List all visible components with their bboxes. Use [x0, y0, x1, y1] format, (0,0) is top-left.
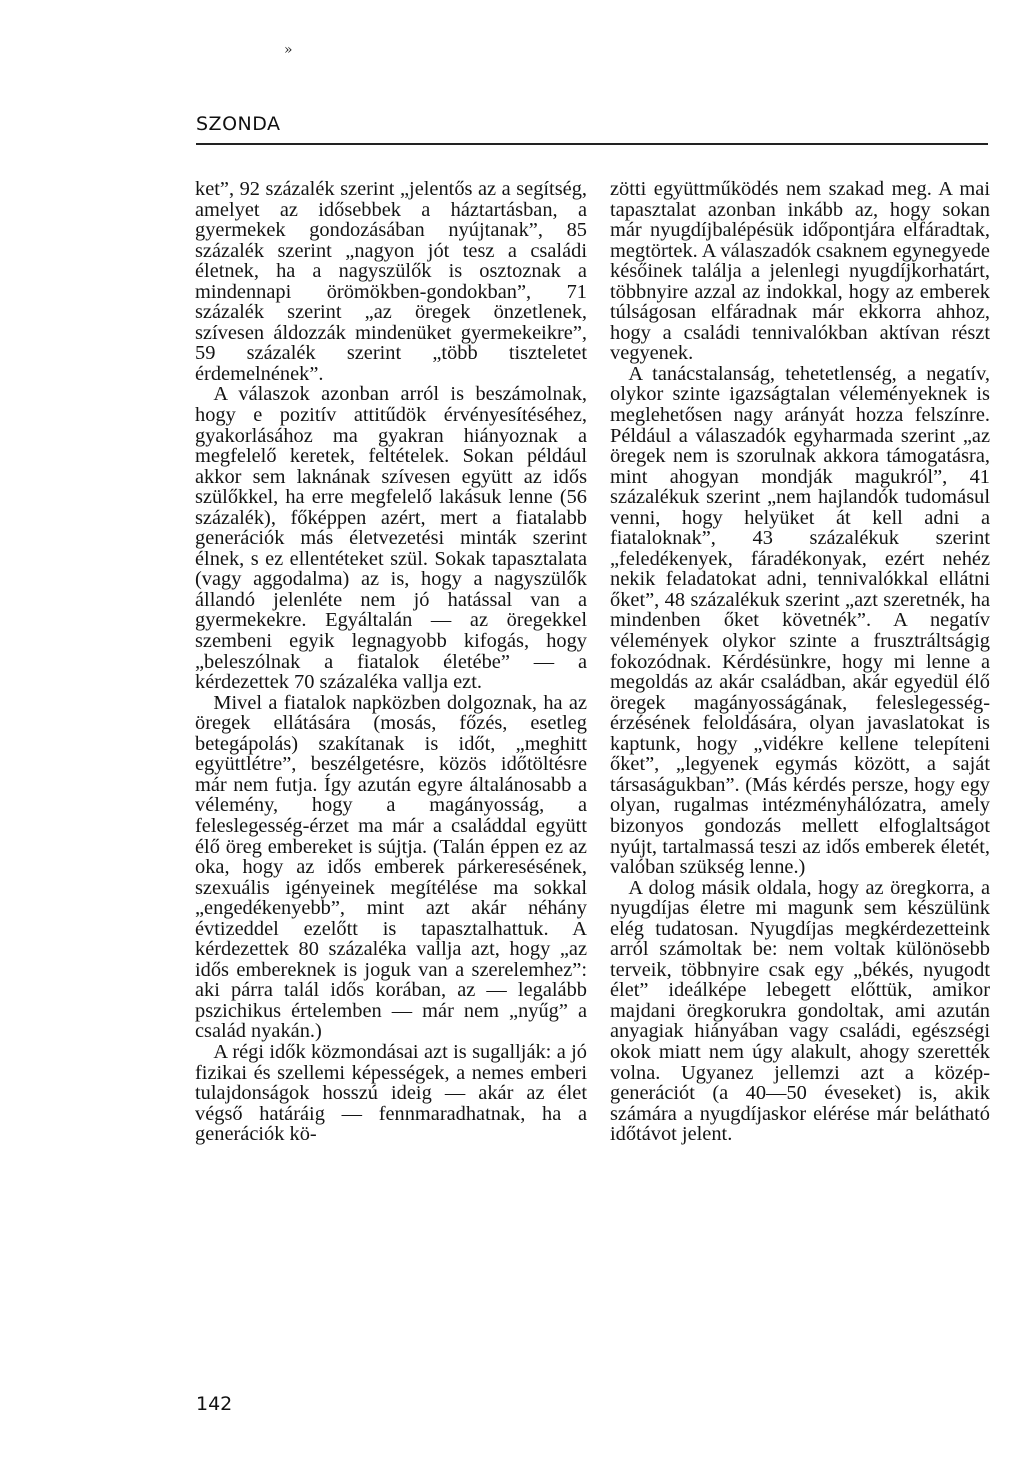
paragraph: A régi idők közmondásai azt is sugallják: a jó fizikai és szellemi képességek, a nemes emberi tulajdonságok hosszú ideig — akár az élet végső határáig — fennmaradhatnak, ha a generációk kö- [195, 1040, 587, 1146]
left-column [195, 179, 587, 1145]
header-rule [196, 143, 988, 145]
section-title: SZONDA [196, 113, 281, 135]
paragraph: A válaszok azonban arról is beszámolnak, hogy e pozitív attitűdök érvényesítéséhez, gyakorlásához ma gyakran hiányoznak a megfelelő keretek, feltételek. Sokan például akkor sem laknának szívesen együtt az idős szülőkkel, ha erre megfelelő lakásuk lenne (56 százalék), főképpen azért, mert a fiatalabb generációk más életvezetési minták szerint élnek, s ez ellentéteket szül. Sokak tapasztalata (vagy aggodalma) az is, hogy a nagyszülők állandó jelenléte nem jó hatással van a gyermekekre. Egyáltalán — az öregekkel szembeni egyik legnagyobb kifogás, hogy „beleszólnak a fiatalok életébe” — a kérdezettek 70 százaléka vallja ezt. [195, 383, 587, 694]
right-column [610, 179, 990, 1145]
paragraph: ket”, 92 százalék szerint „jelentős az a segítség, amelyet az idősebbek a háztartásban, a gyermekek gondozásában nyújtanak”, 85 százalék szerint „nagyon jót tesz a családi életnek, ha a nagyszülők is osztoznak a mindennapi örömökben-gondokban”, 71 százalék szerint „az öregek önzetlenek, szívesen áldozzák mindenüket gyermekeikre”, 59 százalék szerint „több tiszteletet érdemelnének”. [195, 178, 587, 385]
corner-mark: » [284, 42, 293, 58]
paragraph: A tanácstalanság, tehetetlenség, a negatív, olykor szinte igazságtalan véleményeknek is meglehetősen nagy arányát hozza felszínre. Például a válaszadók egyharmada szerint „az öregek nem is szorulnak akkora támogatásra, mint ahogyan mondják magukról”, 41 százalékuk szerint „nem hajlandók tudomásul venni, hogy helyüket át kell adni a fiataloknak”, 43 százalékuk szerint „feledékenyek, fáradékonyak, ezért nehéz nekik feladatokat adni, tennivalókkal ellátni őket”, 48 százalékuk szerint „azt szeretnék, ha mindenben őket követnék”. A negatív vélemények olykor szinte a frusztráltságig fokozódnak. Kérdésünkre, hogy mi lenne a megoldás az akár családban, akár egyedül élő öregek magányosságának, feleslegesség-érzésének feloldására, olyan javaslatokat is kaptunk, hogy „vidékre kellene telepíteni őket”, „legyenek egymás között, a saját társaságukban”. (Más kérdés persze, hogy egy olyan, rugalmas intézményhálózatra, amely bizonyos gondozás mellett elfoglaltságot nyújt, tartalmassá teszi az idős emberek életét, valóban szükség lenne.) [610, 362, 990, 879]
paragraph: A dolog másik oldala, hogy az öregkorra, a nyugdíjas életre mi magunk sem készülünk elég tudatosan. Nyugdíjas megkérdezetteink arról számoltak be: nem voltak különösebb terveik, többnyire csak egy „békés, nyugodt élet” ideálképe lebegett előttük, amikor majdani öregkorukra gondoltak, ami azután anyagiak hiányában vagy családi, egészségi okok miatt nem úgy alakult, ahogy szerették volna. Ugyanez jellemzi azt a közép-generációt (a 40—50 éveseket) is, akik számára a nyugdíjaskor elérése már belátható időtávot jelent. [610, 876, 990, 1146]
paragraph: zötti együttműködés nem szakad meg. A mai tapasztalat azonban inkább az, hogy sokan már nyugdíjbalépésük időpontjára elfáradtak, megtörtek. A válaszadók csaknem egynegyede későinek találja a jelenlegi nyugdíjkorhatárt, többnyire azzal az indokkal, hogy az emberek túlságosan elfáradnak már ekkorra ahhoz, hogy a családi tennivalókban aktívan részt vegyenek. [610, 178, 990, 365]
paragraph: Mivel a fiatalok napközben dolgoznak, ha az öregek ellátására (mosás, főzés, esetleg betegápolás) szakítanak is időt, „meghitt együttlétre”, beszélgetésre, közös időtöltésre már nem futja. Így azután egyre általánosabb a vélemény, hogy a magányosság, a feleslegesség-érzet ma már a családdal együtt élő öreg embereket is sújtja. (Talán éppen ez az oka, hogy az idős emberek párkeresésének, szexuális igényeinek megítélése ma sokkal „engedékenyebb”, mint azt akár néhány évtizeddel ezelőtt is tapasztalhattuk. A kérdezettek 80 százaléka vallja azt, hogy „az idős embereknek is joguk van a szerelemhez”: aki párra talál idős korában, az — legalább pszichikus értelemben — már nem „nyűg” a család nyakán.) [195, 691, 587, 1043]
page-number: 142 [196, 1393, 233, 1415]
